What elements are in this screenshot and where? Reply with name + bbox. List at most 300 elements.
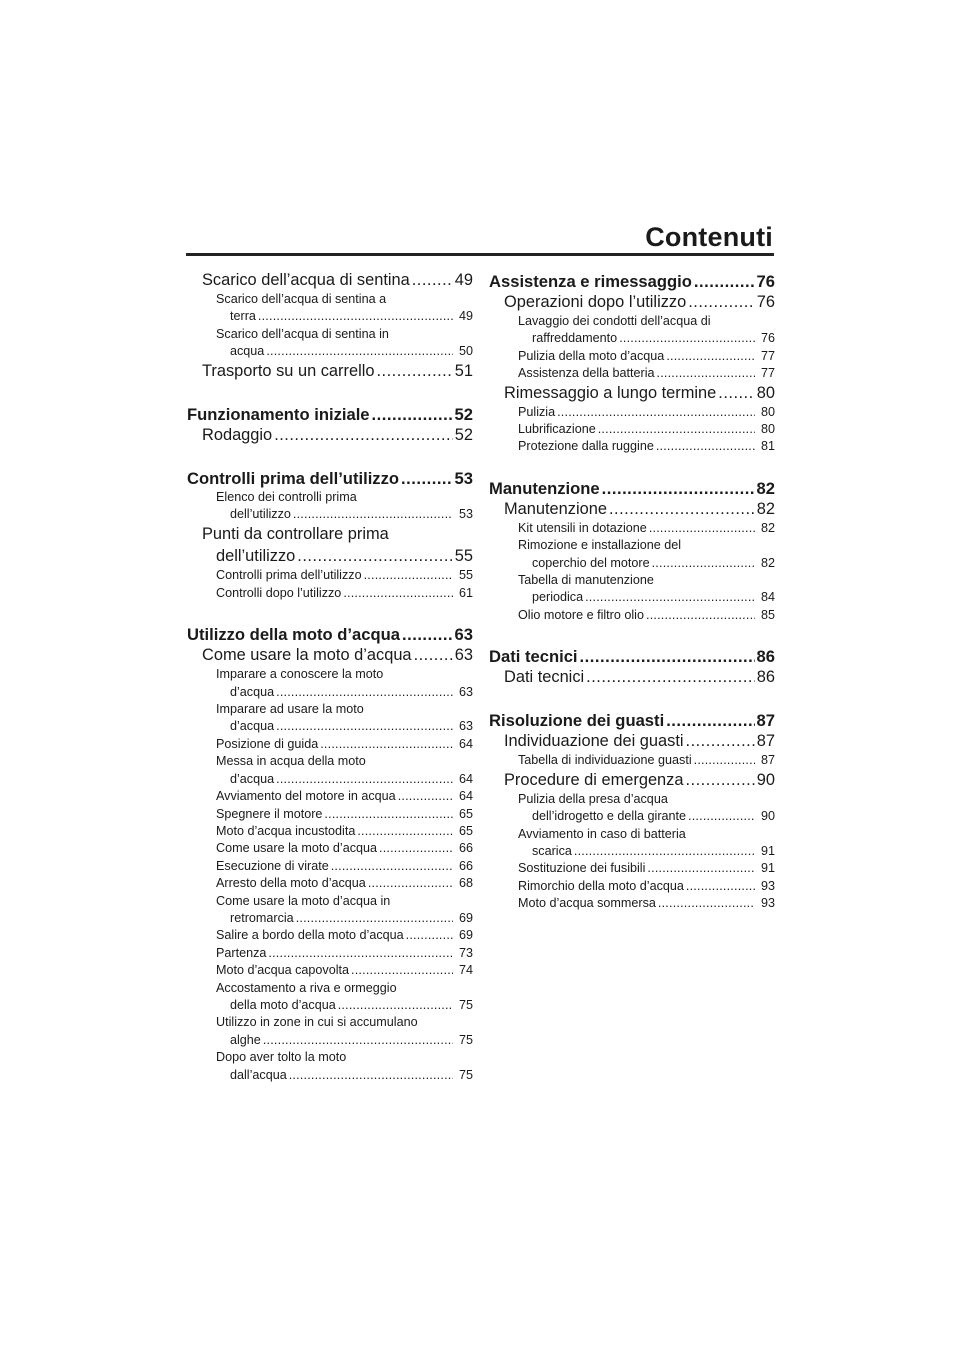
toc-section-link[interactable] — [187, 523, 473, 567]
toc-section-link[interactable] — [489, 667, 775, 688]
toc-entry-line — [518, 752, 775, 769]
toc-entry-line — [518, 843, 775, 860]
toc-subsection-link[interactable] — [489, 421, 775, 438]
toc-subsection-link[interactable] — [489, 365, 775, 382]
toc-entry-text: Pulizia della presa d’acqua — [518, 791, 668, 806]
toc-section-link[interactable] — [489, 499, 775, 520]
dot-leader — [372, 404, 453, 425]
toc-page-number: 51 — [454, 361, 473, 380]
toc-page-number: 55 — [458, 568, 473, 583]
dot-leader — [586, 667, 755, 688]
toc-entry-text: Accostamento a riva e ormeggio — [216, 980, 397, 995]
toc-chapter-link[interactable] — [489, 271, 775, 292]
toc-entry-text: Rodaggio — [202, 425, 273, 444]
toc-entry-text: d’acqua — [230, 771, 275, 786]
toc-page-number: 49 — [454, 271, 473, 289]
toc-entry-line — [518, 607, 775, 624]
toc-entry-line — [216, 684, 473, 701]
toc-entry-text: Moto d’acqua incustodita — [216, 823, 356, 838]
toc-entry-line — [187, 468, 473, 489]
dot-leader — [293, 506, 453, 523]
toc-subsection-link[interactable] — [187, 291, 473, 326]
toc-subsection-link[interactable] — [187, 585, 473, 602]
toc-entry-line — [489, 646, 775, 667]
dot-leader — [398, 788, 453, 805]
dot-leader — [686, 770, 755, 791]
dot-leader — [688, 292, 755, 313]
toc-entry-text: Dopo aver tolto la moto — [216, 1050, 347, 1065]
dot-leader — [263, 1032, 453, 1049]
toc-page-number: 90 — [760, 809, 775, 824]
toc-entry-line — [216, 997, 473, 1014]
toc-entry-line — [216, 927, 473, 944]
toc-entry-text: Controlli prima dell’utilizzo — [187, 468, 400, 488]
dot-leader — [338, 997, 453, 1014]
toc-entry-text: Esecuzione di virate — [216, 858, 329, 873]
toc-subsection-link[interactable] — [187, 788, 473, 805]
toc-section-link[interactable] — [489, 770, 775, 791]
toc-entry-text: Rimorchio della moto d’acqua — [518, 878, 684, 893]
toc-subsection-link[interactable] — [187, 1014, 473, 1049]
toc-subsection-link[interactable] — [187, 980, 473, 1015]
toc-section-link[interactable] — [187, 645, 473, 666]
toc-entry-text: Partenza — [216, 945, 267, 960]
dot-leader — [266, 343, 453, 360]
toc-page-number: 64 — [458, 771, 473, 786]
dot-leader — [619, 330, 755, 347]
toc-entry-line — [489, 478, 775, 499]
toc-subsection-link[interactable] — [489, 895, 775, 912]
toc-entry-text: della moto d’acqua — [230, 997, 336, 1012]
toc-subsection-link[interactable] — [187, 753, 473, 788]
toc-entry-text: Controlli dopo l’utilizzo — [216, 585, 342, 600]
toc-page-number: 86 — [756, 668, 775, 687]
dot-leader — [646, 607, 755, 624]
toc-entry-text: Kit utensili in dotazione — [518, 520, 647, 535]
toc-entry-line — [518, 365, 775, 382]
toc-page-number: 52 — [454, 425, 473, 444]
toc-entry-line — [518, 589, 775, 606]
toc-entry-text: Posizione di guida — [216, 736, 319, 751]
toc-entry-text: Moto d’acqua sommersa — [518, 896, 656, 911]
dot-leader — [649, 520, 755, 537]
toc-subsection-link[interactable] — [187, 326, 473, 361]
dot-leader — [718, 383, 754, 404]
toc-page-number: 64 — [458, 736, 473, 751]
dot-leader — [376, 361, 452, 382]
toc-page-number: 87 — [756, 732, 775, 751]
toc-page-number: 77 — [760, 366, 775, 381]
toc-subsection-link[interactable] — [489, 520, 775, 537]
toc-chapter-link[interactable] — [489, 646, 775, 667]
toc-entry-text: Come usare la moto d’acqua in — [216, 893, 391, 908]
toc-entry-line — [202, 645, 473, 666]
toc-page-number: 68 — [458, 876, 473, 891]
toc-page-number: 73 — [458, 945, 473, 960]
toc-entry-text: Tabella di individuazione guasti — [518, 753, 692, 768]
dot-leader — [686, 878, 755, 895]
toc-entry-text: Tabella di manutenzione — [518, 573, 654, 588]
toc-page-number: 80 — [760, 404, 775, 419]
toc-subsection-link[interactable] — [187, 567, 473, 584]
toc-page-number: 61 — [458, 585, 473, 600]
toc-subsection-link[interactable] — [187, 927, 473, 944]
toc-subsection-link[interactable] — [489, 348, 775, 365]
toc-subsection-link[interactable] — [187, 858, 473, 875]
toc-page-number: 75 — [458, 1032, 473, 1047]
toc-entry-text: Pulizia — [518, 404, 556, 419]
toc-page-number: 49 — [458, 309, 473, 324]
dot-leader — [666, 710, 754, 731]
toc-page-number: 63 — [454, 646, 473, 665]
toc-entry-text: Manutenzione — [504, 499, 607, 518]
toc-entry-line — [216, 585, 473, 602]
toc-page-number: 75 — [458, 997, 473, 1012]
toc-entry-text: acqua — [230, 344, 265, 359]
toc-entry-line — [216, 875, 473, 892]
toc-entry-text: Rimessaggio a lungo termine — [504, 383, 717, 402]
toc-entry-text: Arresto della moto d’acqua — [216, 876, 366, 891]
toc-page-number: 66 — [458, 858, 473, 873]
toc-subsection-link[interactable] — [187, 840, 473, 857]
toc-entry-text: coperchio del motore — [532, 555, 650, 570]
toc-entry-text: Scarico dell’acqua di sentina a — [216, 292, 387, 306]
toc-page-number: 74 — [458, 963, 473, 978]
toc-subsection-link[interactable] — [187, 893, 473, 928]
dot-leader — [268, 945, 453, 962]
toc-page-number: 87 — [760, 753, 775, 768]
toc-subsection-link[interactable] — [489, 826, 775, 861]
toc-entry-text: Imparare a conoscere la moto — [216, 667, 384, 682]
title-rule — [186, 253, 774, 256]
toc-entry-text: periodica — [532, 590, 584, 605]
toc-page-number: 53 — [458, 507, 473, 522]
toc-entry-text: Avviamento in caso di batteria — [518, 826, 686, 841]
toc-chapter-link[interactable] — [187, 404, 473, 425]
toc-subsection-link[interactable] — [489, 607, 775, 624]
toc-page-number: 63 — [454, 625, 473, 645]
toc-entry-line — [518, 404, 775, 421]
toc-entry-line — [216, 962, 473, 979]
dot-leader — [694, 752, 755, 769]
toc-section-link[interactable] — [489, 292, 775, 313]
toc-entry-text: Spegnere il motore — [216, 806, 323, 821]
toc-page-number: 52 — [454, 404, 473, 424]
dot-leader — [357, 823, 453, 840]
toc-entry-text: dell’idrogetto e della girante — [532, 809, 687, 824]
toc-page-number: 93 — [760, 896, 775, 911]
dot-leader — [580, 646, 755, 667]
toc-subsection-link[interactable] — [489, 572, 775, 607]
toc-entry-text: Utilizzo in zone in cui si accumulano — [216, 1015, 418, 1030]
dot-leader — [296, 910, 453, 927]
toc-entry-line — [216, 567, 473, 584]
toc-entry-line — [202, 361, 473, 382]
toc-entry-text: raffreddamento — [532, 331, 618, 346]
toc-entry-line — [216, 806, 473, 823]
dot-leader — [602, 478, 755, 499]
toc-entry-text: Elenco dei controlli prima — [216, 489, 357, 504]
toc-entry-line — [216, 1032, 473, 1049]
toc-page-number: 76 — [756, 272, 775, 291]
toc-subsection-link[interactable] — [489, 438, 775, 455]
dot-leader — [324, 806, 453, 823]
dot-leader — [414, 645, 453, 666]
page-title: Contenuti — [645, 222, 773, 252]
toc-page-number: 69 — [458, 910, 473, 925]
toc-entry-text: Olio motore e filtro olio — [518, 607, 644, 622]
dot-leader — [666, 348, 755, 365]
dot-leader — [686, 731, 755, 752]
dot-leader — [412, 270, 453, 291]
toc-page-number: 87 — [756, 711, 775, 731]
dot-leader — [276, 684, 453, 701]
toc-entry-text: Assistenza e rimessaggio — [489, 272, 692, 291]
toc-subsection-link[interactable] — [489, 404, 775, 421]
dot-leader — [598, 421, 755, 438]
dot-leader — [276, 771, 453, 788]
toc-column-left — [187, 270, 473, 1084]
toc-entry-text: Pulizia della moto d’acqua — [518, 348, 665, 363]
toc-entry-text: Individuazione dei guasti — [504, 732, 684, 751]
toc-entry-text: Avviamento del motore in acqua — [216, 789, 396, 804]
toc-entry-line — [216, 506, 473, 523]
toc-entry-text: terra — [230, 309, 256, 324]
toc-entry-line — [504, 770, 775, 791]
toc-page-number: 82 — [756, 499, 775, 518]
toc-entry-text: Funzionamento iniziale — [187, 404, 370, 424]
toc-entry-text: Punti da controllare prima — [202, 525, 389, 544]
dot-leader — [585, 589, 755, 606]
toc-entry-line — [187, 404, 473, 425]
toc-entry-line — [216, 1067, 473, 1084]
toc-entry-line — [216, 840, 473, 857]
dot-leader — [351, 962, 453, 979]
toc-entry-text: Rimozione e installazione del — [518, 538, 682, 553]
toc-entry-text: Controlli prima dell’utilizzo — [216, 568, 362, 583]
toc-subsection-link[interactable] — [187, 823, 473, 840]
toc-entry-text: dell’utilizzo — [230, 507, 291, 522]
toc-entry-text: Dati tecnici — [504, 668, 585, 687]
dot-leader — [276, 718, 453, 735]
dot-leader — [274, 425, 453, 446]
toc-page-number: 75 — [458, 1067, 473, 1082]
toc-entry-line — [216, 823, 473, 840]
toc-page-number: 66 — [458, 841, 473, 856]
toc-page-number: 91 — [760, 843, 775, 858]
toc-entry-text: d’acqua — [230, 719, 275, 734]
toc-page-number: 86 — [756, 647, 775, 667]
toc-entry-text: Scarico dell’acqua di sentina in — [216, 326, 389, 341]
toc-page-number: 90 — [756, 770, 775, 789]
toc-page-number: 82 — [760, 555, 775, 570]
toc-entry-line — [187, 624, 473, 645]
toc-entry-line — [489, 710, 775, 731]
toc-page-number: 80 — [760, 422, 775, 437]
toc-entry-line — [216, 910, 473, 927]
toc-entry-text: dell’utilizzo — [216, 547, 296, 566]
toc-chapter-link[interactable] — [187, 468, 473, 489]
toc-entry-line — [518, 348, 775, 365]
toc-entry-text: Assistenza della batteria — [518, 366, 655, 381]
toc-subsection-link[interactable] — [187, 1049, 473, 1084]
dot-leader — [557, 404, 755, 421]
toc-entry-text: alghe — [230, 1032, 261, 1047]
dot-leader — [647, 860, 755, 877]
dot-leader — [658, 895, 755, 912]
toc-chapter-link[interactable] — [187, 624, 473, 645]
toc-page-number: 81 — [760, 439, 775, 454]
toc-entry-text: Come usare la moto d’acqua — [216, 841, 378, 856]
toc-subsection-link[interactable] — [187, 666, 473, 701]
toc-page-number: 82 — [760, 520, 775, 535]
dot-leader — [258, 308, 453, 325]
toc-entry-line — [518, 330, 775, 347]
toc-entry-text: Sostituzione dei fusibili — [518, 861, 646, 876]
dot-leader — [574, 843, 755, 860]
dot-leader — [297, 545, 453, 567]
toc-subsection-link[interactable] — [187, 875, 473, 892]
dot-leader — [656, 438, 755, 455]
toc-entry-line — [504, 667, 775, 688]
toc-page-number: 64 — [458, 789, 473, 804]
toc-page-number: 55 — [454, 547, 473, 566]
dot-leader — [402, 624, 453, 645]
toc-entry-line — [518, 895, 775, 912]
toc-page-number: 50 — [458, 344, 473, 359]
toc-entry-line — [518, 555, 775, 572]
toc-entry-line — [518, 878, 775, 895]
toc-subsection-link[interactable] — [187, 806, 473, 823]
toc-entry-line — [202, 545, 473, 567]
dot-leader — [331, 858, 453, 875]
toc-page-number: 77 — [760, 348, 775, 363]
toc-page-number: 80 — [756, 383, 775, 402]
toc-entry-text: Messa in acqua della moto — [216, 754, 366, 769]
toc-subsection-link[interactable] — [187, 701, 473, 736]
toc-entry-line — [504, 499, 775, 520]
toc-page-number: 53 — [454, 468, 473, 488]
toc-subsection-link[interactable] — [187, 962, 473, 979]
toc-entry-line — [216, 771, 473, 788]
toc-section-link[interactable] — [187, 270, 473, 291]
toc-entry-line — [216, 858, 473, 875]
dot-leader — [379, 840, 453, 857]
dot-leader — [368, 875, 453, 892]
toc-page-number: 93 — [760, 878, 775, 893]
toc-page-number: 76 — [760, 331, 775, 346]
dot-leader — [401, 468, 452, 489]
toc-entry-text: Moto d’acqua capovolta — [216, 963, 350, 978]
toc-entry-line — [216, 308, 473, 325]
toc-page-number: 82 — [756, 478, 775, 498]
toc-section-link[interactable] — [187, 361, 473, 382]
toc-entry-text: Imparare ad usare la moto — [216, 702, 364, 717]
toc-entry-text: Procedure di emergenza — [504, 770, 684, 789]
toc-subsection-link[interactable] — [489, 537, 775, 572]
dot-leader — [364, 567, 453, 584]
toc-entry-line — [518, 421, 775, 438]
toc-section-link[interactable] — [489, 731, 775, 752]
toc-page-number: 63 — [458, 684, 473, 699]
toc-entry-text: Risoluzione dei guasti — [489, 711, 665, 731]
dot-leader — [320, 736, 453, 753]
toc-page-number: 91 — [760, 861, 775, 876]
toc-subsection-link[interactable] — [187, 489, 473, 524]
toc-entry-text: Come usare la moto d’acqua — [202, 646, 412, 665]
toc-subsection-link[interactable] — [187, 945, 473, 962]
toc-entry-line — [216, 718, 473, 735]
toc-section-link[interactable] — [489, 383, 775, 404]
toc-page-number: 65 — [458, 823, 473, 838]
toc-subsection-link[interactable] — [489, 791, 775, 826]
toc-page-number: 85 — [760, 607, 775, 622]
dot-leader — [343, 585, 453, 602]
toc-entry-line — [216, 343, 473, 360]
toc-entry-line — [518, 860, 775, 877]
toc-subsection-link[interactable] — [489, 878, 775, 895]
dot-leader — [289, 1067, 453, 1084]
toc-entry-text: Protezione dalla ruggine — [518, 439, 654, 454]
toc-page-number: 65 — [458, 806, 473, 821]
toc-entry-text: Lavaggio dei condotti dell’acqua di — [518, 314, 711, 328]
toc-entry-line — [202, 425, 473, 446]
toc-chapter-link[interactable] — [489, 478, 775, 499]
toc-entry-text: Scarico dell’acqua di sentina — [202, 271, 410, 289]
dot-leader — [406, 927, 453, 944]
toc-entry-line — [216, 788, 473, 805]
dot-leader — [652, 555, 755, 572]
toc-entry-text: Operazioni dopo l’utilizzo — [504, 293, 687, 311]
toc-entry-line — [504, 292, 775, 313]
toc-entry-text: d’acqua — [230, 684, 275, 699]
dot-leader — [609, 499, 755, 520]
toc-entry-text: dall’acqua — [230, 1067, 287, 1082]
toc-entry-line — [489, 271, 775, 292]
toc-entry-line — [518, 808, 775, 825]
toc-page-number: 63 — [458, 719, 473, 734]
toc-page-number: 76 — [756, 293, 775, 311]
toc-entry-line — [518, 520, 775, 537]
toc-entry-line — [216, 945, 473, 962]
toc-entry-text: Trasporto su un carrello — [202, 361, 375, 380]
toc-column-right — [489, 270, 775, 913]
toc-entry-line — [504, 731, 775, 752]
dot-leader — [694, 271, 755, 292]
toc-entry-text: scarica — [532, 843, 572, 858]
dot-leader — [688, 808, 755, 825]
toc-entry-text: Salire a bordo della moto d’acqua — [216, 928, 404, 943]
toc-subsection-link[interactable] — [489, 752, 775, 769]
toc-subsection-link[interactable] — [489, 860, 775, 877]
toc-entry-line — [504, 383, 775, 404]
toc-chapter-link[interactable] — [489, 710, 775, 731]
toc-entry-line — [518, 438, 775, 455]
toc-entry-text: Lubrificazione — [518, 422, 596, 437]
toc-section-link[interactable] — [187, 425, 473, 446]
toc-subsection-link[interactable] — [489, 313, 775, 348]
dot-leader — [657, 365, 755, 382]
toc-page-number: 69 — [458, 928, 473, 943]
toc-entry-line — [216, 736, 473, 753]
toc-entry-text: Manutenzione — [489, 478, 600, 498]
toc-entry-text: Utilizzo della moto d’acqua — [187, 625, 400, 645]
toc-entry-line — [202, 270, 473, 291]
toc-entry-text: Dati tecnici — [489, 647, 578, 667]
toc-entry-text: retromarcia — [230, 910, 294, 925]
toc-page-number: 84 — [760, 590, 775, 605]
toc-subsection-link[interactable] — [187, 736, 473, 753]
